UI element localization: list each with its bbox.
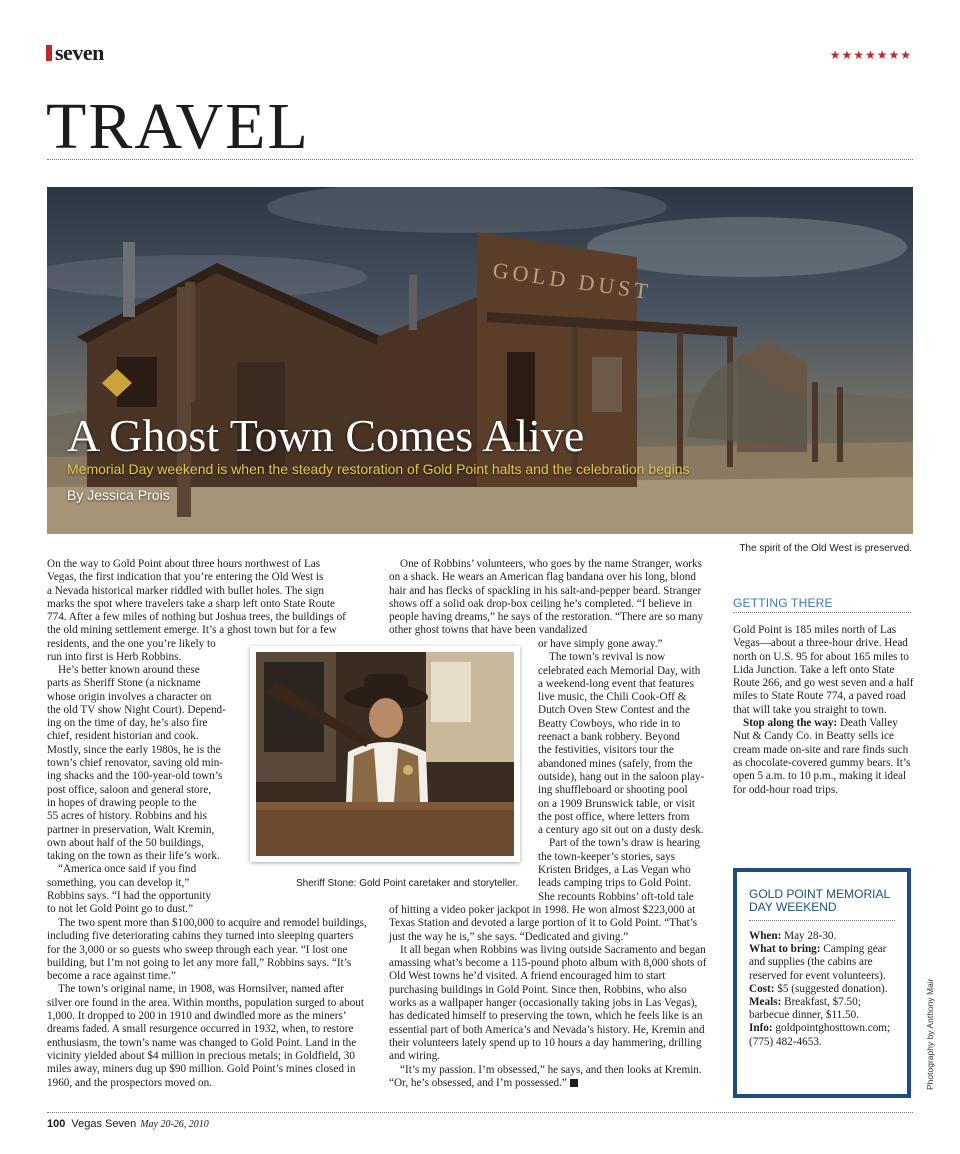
closing-quote: “It’s my passion. I’m obsessed,” he says, and then looks at Kremin. “Or, he’s obsessed, and I’m possessed.”: [389, 1063, 702, 1089]
col1-line: post office, saloon and general store,: [47, 783, 212, 796]
col1-line: run into first is Herb Robbins.: [47, 651, 182, 664]
event-box-heading: GOLD POINT MEMORIAL DAY WEEKEND: [749, 887, 890, 914]
col1-line: the old mining settlement emerge. It’s a ghost town but for a few: [47, 624, 337, 637]
col2-line: the festivities, visitors tour the: [538, 744, 674, 757]
cost-row: [749, 983, 899, 996]
column-1-narrow: [47, 664, 247, 917]
col1-line: the old TV show Night Court). Depend-: [47, 703, 226, 716]
column-2-narrow: [538, 638, 714, 904]
col1-line: ing shacks and the 100-year-old town’s: [47, 770, 223, 783]
col2-line: leads camping trips to Gold Point.: [538, 877, 691, 890]
end-mark-icon: [570, 1079, 578, 1087]
info-row: [749, 1022, 899, 1048]
gold-dust-sign: GOLD DUST: [491, 257, 654, 305]
col1-line: marks the spot where travelers take a sharp left onto State Route: [47, 597, 335, 610]
col2-line: celebrated each Memorial Day, with: [538, 664, 701, 677]
col2-line: live music, the Chili Cook-Off &: [538, 691, 687, 704]
article-dek: Memorial Day weekend is when the steady restoration of Gold Point halts and the celebration begins: [67, 461, 690, 477]
col1-line: own about half of the 50 buildings,: [47, 836, 204, 849]
column-1-bottom: [47, 917, 369, 1090]
stop-text: Death Valley Nut & Candy Co. in Beatty sells ice cream made on-site and rare finds such as chocolate-covered gummy bears. It’s open 5 a.m. to 10 p.m., making it ideal for odd-hour road trips.: [733, 717, 911, 796]
bring-value: Camping gear and supplies (the cabins are reserved for event volunteers).: [749, 943, 887, 982]
paragraph: of hitting a video poker jackpot in 1998. He won almost $223,000 at Texas Station and devoted a large portion of it to Gold Point. “That’s just the way he is,” she says. “Dedicated and giving.”: [389, 904, 698, 943]
col1-line: 774. After a few miles of nothing but Joshua trees, the buildings of: [47, 611, 346, 624]
col1-line: to not let Gold Point go to dust.”: [47, 903, 194, 916]
col1-line: whose origin involves a character on: [47, 690, 212, 703]
col1-line: Vegas, the first indication that you’re entering the Old West is: [47, 571, 324, 584]
col1-line: something, you can develop it,”: [47, 876, 190, 889]
cost-label: Cost:: [749, 982, 775, 995]
col2-line: Kristen Bridges, a Las Vegan who: [538, 864, 691, 877]
sidebar-paragraph: Gold Point is 185 miles north of Las Vegas—about a three-hour drive. Head north on U.S. 95 for about 165 miles to Lida Junction. Take a left onto State Route 266, and go west seven and a half miles to State Route 774, a paved road that will take you straight to town.: [733, 624, 914, 716]
col1-line: taking on the town as their life’s work.: [47, 850, 220, 863]
info-value: goldpointghosttown.com; (775) 482-4653.: [749, 1022, 891, 1048]
meals-row: [749, 996, 899, 1022]
col2-line: on a 1909 Brunswick table, or visit: [538, 797, 695, 810]
bring-label: What to bring:: [749, 943, 821, 956]
magazine-name: Vegas Seven: [71, 1118, 137, 1130]
col1-line: residents, and the one you’re likely to: [47, 637, 216, 650]
hero-caption: The spirit of the Old West is preserved.: [739, 543, 912, 554]
footer-divider: [47, 1112, 913, 1113]
col2-line: The town’s revival is now: [549, 651, 666, 664]
photo-caption: Sheriff Stone: Gold Point caretaker and storyteller.: [296, 878, 519, 889]
sidebar-divider: [733, 612, 911, 613]
section-title: TRAVEL: [46, 90, 310, 163]
col2-line: a century ago sit out on a dusty desk.: [538, 824, 704, 837]
photo-credit: Photography by Anthony Mair: [925, 978, 935, 1090]
col1-line: ing on the time of day, he’s also fire: [47, 717, 208, 730]
event-box-body: [749, 930, 899, 1049]
col2-line: abandoned mines (safely, from the: [538, 757, 693, 770]
sidebar-heading: GETTING THERE: [733, 596, 833, 610]
sidebar-text: [733, 624, 915, 797]
col1-line: “America once said if you find: [58, 863, 197, 876]
hero-photo: [47, 187, 913, 534]
magazine-logo: [46, 42, 104, 64]
col1-line: a Nevada historical marker riddled with bullet holes. The sign: [47, 584, 324, 597]
page-number: 100: [47, 1118, 66, 1130]
col2-line: the town-keeper’s stories, says: [538, 850, 676, 863]
when-label: When:: [749, 930, 782, 942]
logo-text: seven: [55, 40, 104, 65]
stop-label: Stop along the way:: [743, 717, 838, 730]
bring-row: [749, 943, 899, 983]
col2-line: the post office, where letters from: [538, 810, 690, 823]
page-footer: [47, 1118, 209, 1130]
col2-line: She recounts Robbins’ oft-told tale: [538, 890, 694, 903]
col1-line: parts as Sheriff Stone (a nickname: [47, 677, 201, 690]
col1-line: chief, resident historian and cook.: [47, 730, 199, 743]
sidebar-paragraph: [733, 717, 915, 797]
col1-line: town’s chief renovator, saving old min-: [47, 757, 224, 770]
col2-line: or have simply gone away.”: [538, 638, 663, 650]
col1-line: He’s better known around these: [58, 664, 200, 676]
paragraph: The two spent more than $100,000 to acquire and remodel buildings, including five deteriorating cabins they turned into sleeping quarters for the 3,000 or so guests who sweep through each year. “I lost one building, but I’m not going to let any more fall,” Robbins says. “It’s become a race against time.”: [47, 917, 367, 983]
col1-line: Mostly, since the early 1980s, he is the: [47, 743, 221, 756]
cost-value: $5 (suggested donation).: [777, 982, 888, 995]
logo-mark: [46, 45, 52, 61]
col1-line: Robbins says. “I had the opportunity: [47, 890, 212, 903]
paragraph: [389, 1064, 711, 1091]
col1-line: On the way to Gold Point about three hours northwest of Las: [47, 558, 321, 570]
col2-line: Beatty Cowboys, who ride in to: [538, 717, 681, 730]
header-divider: [47, 159, 913, 160]
when-value: May 28-30.: [784, 930, 837, 942]
rating-stars: ★★★★★★★: [829, 48, 912, 62]
paragraph: One of Robbins’ volunteers, who goes by the name Stranger, works on a shack. He wears an American flag bandana over his long, blond hair and has flecks of spackling in his salt-and-pepper beard. Stranger shows off a solid oak drop-box ceiling he’s completed. “I believe in people having dreams,” he says of the restoration. “There are so many other ghost towns that have been vandalized: [389, 558, 704, 637]
column-2-bottom: [389, 904, 711, 1090]
col2-line: ing shuffleboard or shooting pool: [538, 784, 688, 797]
col1-line: partner in preservation, Walt Kremin,: [47, 823, 215, 836]
col2-line: Dutch Oven Stew Contest and the: [538, 704, 690, 717]
article-title: A Ghost Town Comes Alive: [67, 410, 585, 461]
article-byline: By Jessica Prois: [67, 487, 170, 503]
info-label: Info:: [749, 1022, 773, 1035]
col1-line: 55 acres of history. Robbins and his: [47, 810, 207, 823]
col2-line: reenact a bank robbery. Beyond: [538, 731, 680, 744]
event-box-divider: [749, 920, 895, 921]
sheriff-illustration: [256, 652, 514, 856]
col1-line: in hopes of drawing people to the: [47, 796, 197, 809]
col2-line: a weekend-long event that features: [538, 677, 694, 690]
column-2-top: [389, 558, 711, 638]
meals-value: Breakfast, $7.50; barbecue dinner, $11.50.: [749, 996, 861, 1022]
ghost-town-illustration: [47, 187, 913, 534]
sheriff-photo: [250, 646, 520, 862]
paragraph: It all began when Robbins was living outside Sacramento and began amassing what’s become a 115-pound photo album with 8,000 shots of Old West towns he’d visited. A friend encouraged him to start purchasing buildings in Gold Point. Since then, Robbins, who also works as a wallpaper hanger (occasionally taking jobs in Las Vegas), has dedicated himself to preserving the town, which he feels like is an essential part of both America’s and Nevada’s history. He, Kremin and their volunteers lately spend up to 10 hours a day hammering, drilling and wiring.: [389, 943, 707, 1063]
col2-line: Part of the town’s draw is hearing: [549, 837, 700, 850]
when-row: [749, 930, 899, 943]
issue-date: May 20-26, 2010: [140, 1119, 209, 1130]
meals-label: Meals:: [749, 996, 782, 1009]
col2-line: outside), hang out in the saloon play-: [538, 770, 705, 783]
paragraph: The town’s original name, in 1908, was Hornsilver, named after silver ore found in the area. Within months, population surged to about 1,000. It dropped to 200 in 1910 and dwindled more as the miners’ dreams faded. A small resurgence occurred in 1932, when, to restore enthusiasm, the town’s name was changed to Gold Point. Land in the vicinity yielded about $4 million in precious metals; in Goldfield, 30 miles away, miners dug up $90 million. Gold Point’s mines closed in 1960, and the prospectors moved on.: [47, 983, 364, 1089]
